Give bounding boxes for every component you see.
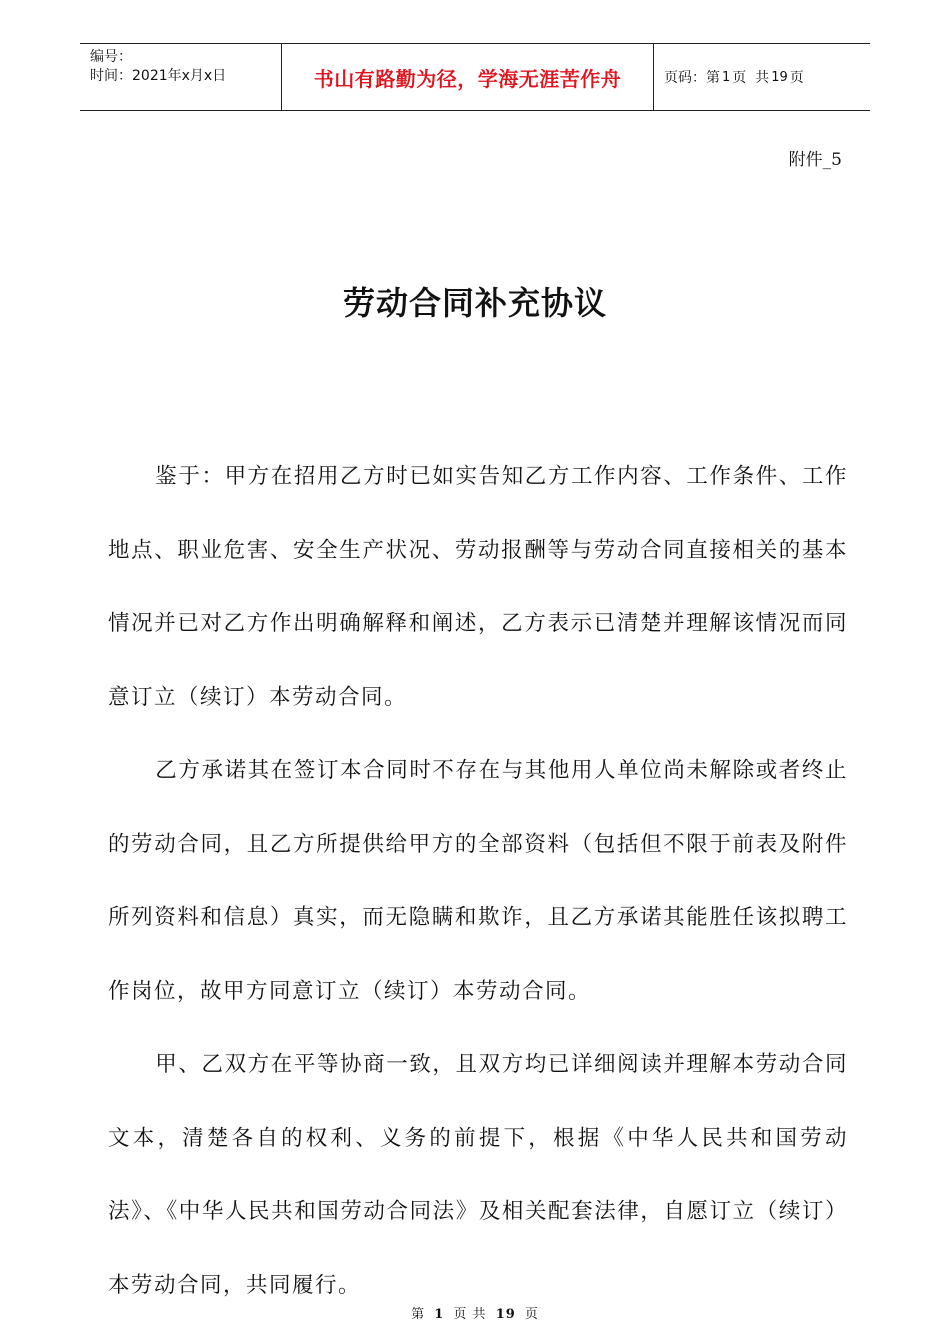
footer-page-total: 19 [495,1307,516,1322]
header-motto-cell [282,44,654,110]
header-page-number: 1 [722,69,731,85]
footer-mid: 页 共 [453,1307,487,1322]
page-header [80,43,870,111]
document-body [108,440,848,1322]
header-page-cell [654,44,870,110]
header-page-total: 19 [771,69,788,85]
header-meta-cell [80,44,282,110]
header-page-mid: 页 共 [732,70,770,86]
header-page-prefix: 页码：第 [664,70,720,86]
document-date: 时间：2021年x月x日 [90,68,227,84]
header-page-suffix: 页 [789,70,804,86]
body-paragraph: 鉴于：甲方在招用乙方时已如实告知乙方工作内容、工作条件、工作地点、职业危害、安全生产状况、劳动报酬等与劳动合同直接相关的基本情况并已对乙方作出明确解释和阐述，乙方表示已清楚并理解该情况而同意订立（续订）本劳动合同。 [108,464,848,710]
body-paragraph: 乙方承诺其在签订本合同时不存在与其他用人单位尚未解除或者终止的劳动合同，且乙方所提供给甲方的全部资料（包括但不限于前表及附件所列资料和信息）真实，而无隐瞒和欺诈，且乙方承诺其能胜任该拟聘工作岗位，故甲方同意订立（续订）本劳动合同。 [108,758,848,1004]
header-motto: 书山有路勤为径，学海无涯苦作舟 [313,66,622,91]
attachment-label: 附件_5 [788,150,842,170]
document-code-label: 编号： [90,49,132,65]
footer-suffix: 页 [524,1307,539,1322]
page-footer [0,1303,950,1322]
body-paragraph: 甲、乙双方在平等协商一致，且双方均已详细阅读并理解本劳动合同文本，清楚各自的权利、义务的前提下，根据《中华人民共和国劳动法》、《中华人民共和国劳动合同法》及相关配套法律，自愿订立（续订）本劳动合同，共同履行。 [108,1052,848,1298]
document-title: 劳动合同补充协议 [342,284,607,322]
footer-prefix: 第 [411,1307,426,1322]
footer-page-number: 1 [434,1307,445,1322]
